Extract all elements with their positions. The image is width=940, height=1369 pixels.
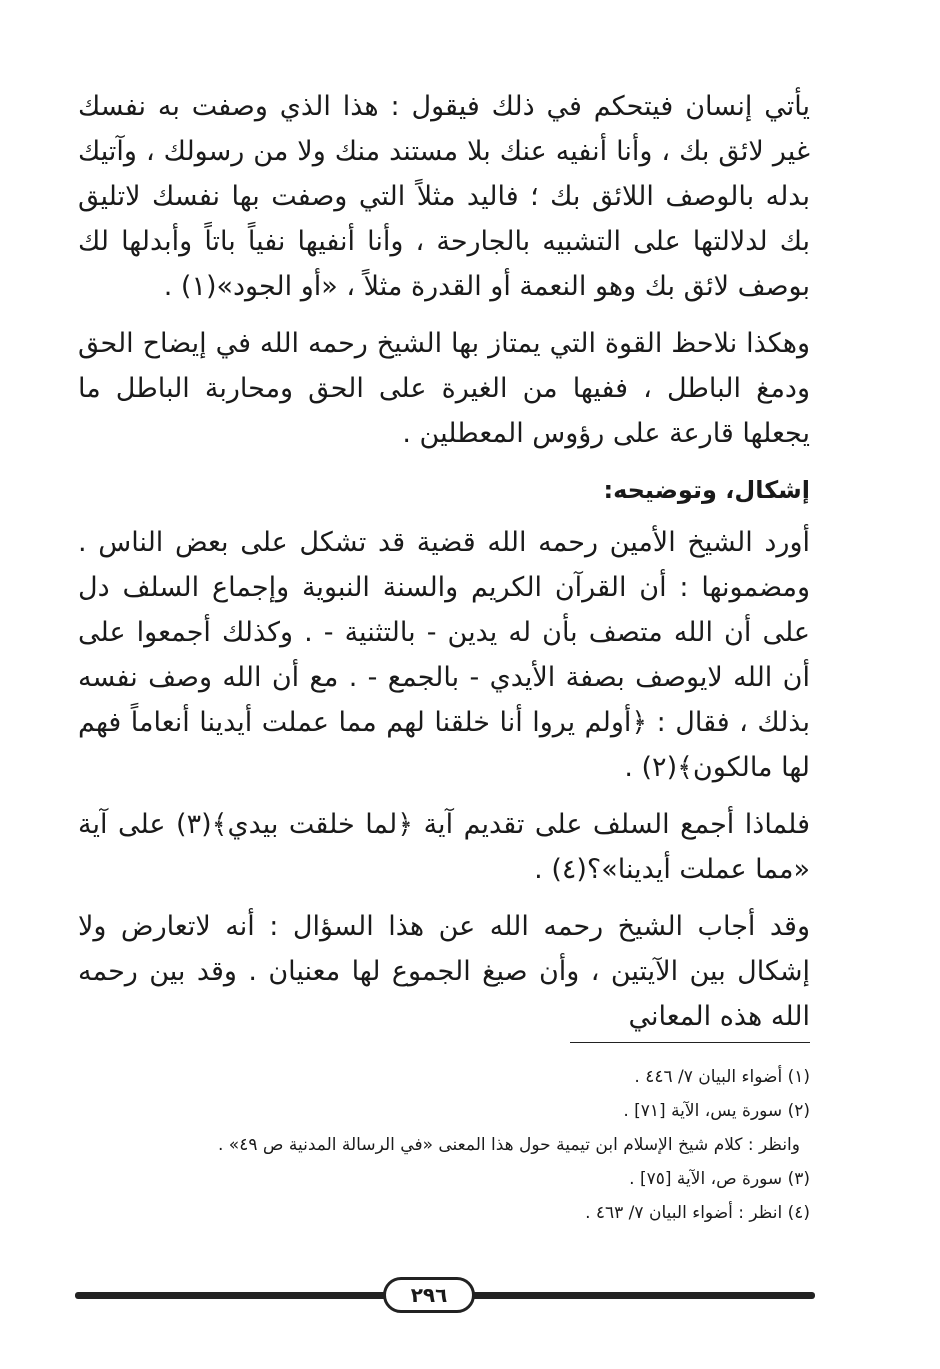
footnote-divider (570, 1042, 810, 1043)
section-heading: إشكال، وتوضيحه: (603, 476, 810, 504)
main-text (78, 84, 810, 1051)
paragraph-2: وهكذا نلاحظ القوة التي يمتاز بها الشيخ رحمه الله في إيضاح الحق ودمغ الباطل ، ففيها من الغيرة على الحق ومحاربة الباطل ما يجعلها قارعة على رؤوس المعطلين . (78, 328, 810, 449)
footnote-2: (٢) سورة يس، الآية [٧١] . (623, 1101, 810, 1121)
paragraph-4: فلماذا أجمع السلف على تقديم آية ﴿لما خلقت بيدي﴾(٣) على آية «مما عملت أيدينا»؟(٤) . (78, 809, 810, 885)
footnote-4: (٤) انظر : أضواء البيان ٧/ ٤٦٣ . (585, 1203, 810, 1223)
footnote-1: (١) أضواء البيان ٧/ ٤٤٦ . (634, 1067, 810, 1087)
footnotes (160, 1062, 810, 1232)
footnote-3: (٣) سورة ص، الآية [٧٥] . (629, 1169, 810, 1189)
paragraph-1: يأتي إنسان فيتحكم في ذلك فيقول : هذا الذي وصفت به نفسك غير لائق بك ، وأنا أنفيه عنك بلا مستند منك ولا من رسولك ، وآتيك بدله بالوصف اللائق بك ؛ فاليد مثلاً التي وصفت بها نفسك لاتليق بك لدلالتها على التشبيه بالجارحة ، وأنا أنفيها نفياً باتاً وأبدلها لك بوصف لائق بك وهو النعمة أو القدرة مثلاً ، «أو الجود»(١) . (78, 91, 810, 302)
paragraph-5: وقد أجاب الشيخ رحمه الله عن هذا السؤال : أنه لاتعارض ولا إشكال بين الآيتين ، وأن صيغ الجموع لها معنيان . وقد بين رحمه الله هذه المعاني (78, 911, 810, 1032)
page-number: ٢٩٦ (383, 1277, 475, 1313)
footnote-2-note: وانظر : كلام شيخ الإسلام ابن تيمية حول هذا المعنى «في الرسالة المدنية ص ٤٩» . (218, 1135, 800, 1155)
paragraph-3: أورد الشيخ الأمين رحمه الله قضية قد تشكل على بعض الناس . ومضمونها : أن القرآن الكريم والسنة النبوية وإجماع السلف دل على أن الله متصف بأن له يدين - بالتثنية - . وكذلك أجمعوا على أن الله لايوصف بصفة الأيدي - بالجمع - . مع أن الله وصف نفسه بذلك ، فقال : ﴿أولم يروا أنا خلقنا لهم مما عملت أيدينا أنعاماً فهم لها مالكون﴾(٢) . (78, 527, 810, 783)
